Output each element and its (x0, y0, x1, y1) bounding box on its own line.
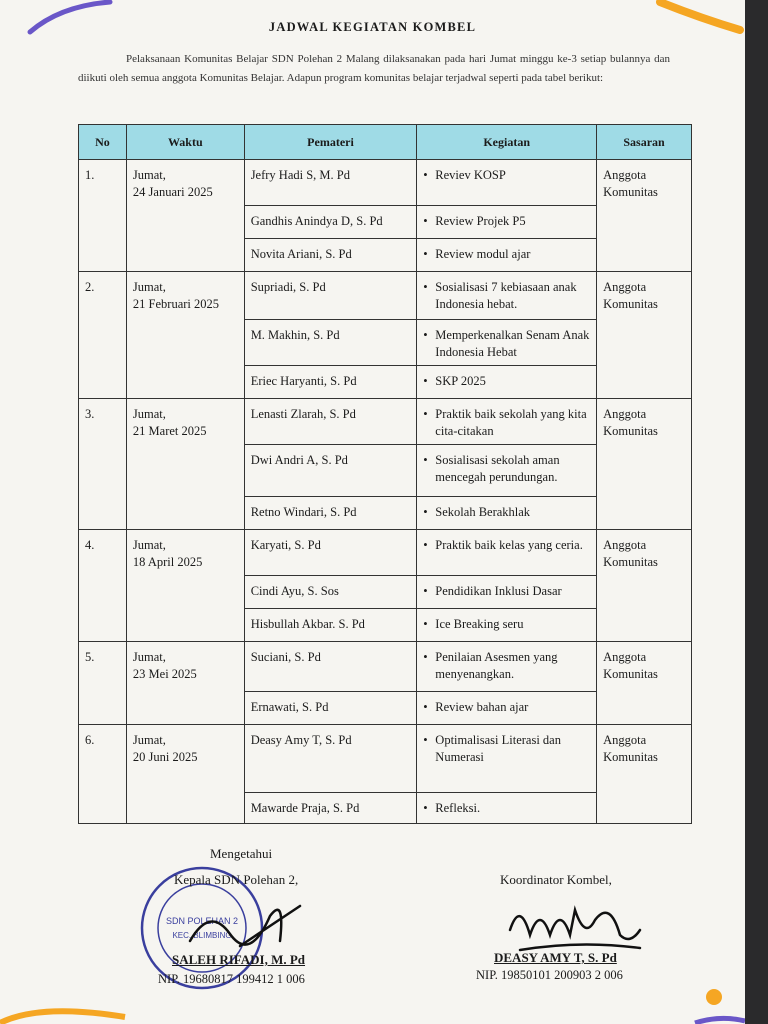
header-pemateri: Pemateri (244, 125, 417, 160)
row-presenter: M. Makhin, S. Pd (244, 320, 417, 366)
row-activity: • Sosialisasi 7 kebiasaan anak Indonesia hebat. (417, 272, 597, 320)
intro-paragraph: Pelaksanaan Komunitas Belajar SDN Polehan 2 Malang dilaksanakan pada hari Jumat minggu ke-3 setiap bulannya dan diikuti oleh semua anggota Komunitas Belajar. Adapun program komunitas belajar terjadwal seperti pada tabel berikut: (78, 53, 670, 84)
row-number: 6. (79, 725, 127, 824)
decor-dots-bottom-right (690, 975, 745, 1024)
table-row (79, 160, 692, 206)
principal-handwritten-signature (180, 886, 310, 956)
row-activity: • Memperkenalkan Senam Anak Indonesia Hebat (417, 320, 597, 366)
row-activity: • Pendidikan Inklusi Dasar (417, 576, 597, 609)
header-sasaran: Sasaran (597, 125, 692, 160)
row-activity: • Optimalisasi Literasi dan Numerasi (417, 725, 597, 793)
row-date: Jumat, 20 Juni 2025 (126, 725, 244, 824)
svg-text:KEC. BLIMBING: KEC. BLIMBING (172, 931, 232, 940)
coordinator-nip: NIP. 19850101 200903 2 006 (476, 968, 623, 982)
row-target: Anggota Komunitas (597, 399, 692, 530)
document-title: JADWAL KEGIATAN KOMBEL (268, 20, 477, 34)
row-presenter: Ernawati, S. Pd (244, 692, 417, 725)
row-activity: • Review Projek P5 (417, 206, 597, 239)
row-presenter: Cindi Ayu, S. Sos (244, 576, 417, 609)
row-presenter: Mawarde Praja, S. Pd (244, 793, 417, 824)
principal-name: SALEH RIFADI, M. Pd (172, 952, 306, 967)
row-date: Jumat, 18 April 2025 (126, 530, 244, 642)
table-body (79, 160, 692, 824)
row-date: Jumat, 21 Februari 2025 (126, 272, 244, 399)
row-target: Anggota Komunitas (597, 725, 692, 824)
row-date: Jumat, 24 Januari 2025 (126, 160, 244, 272)
row-activity: • Review bahan ajar (417, 692, 597, 725)
row-activity: • Praktik baik sekolah yang kita cita-citakan (417, 399, 597, 445)
coordinator-name: DEASY AMY T, S. Pd (494, 950, 617, 965)
row-presenter: Eriec Haryanti, S. Pd (244, 366, 417, 399)
row-date: Jumat, 21 Maret 2025 (126, 399, 244, 530)
row-presenter: Suciani, S. Pd (244, 642, 417, 692)
table-row (79, 642, 692, 692)
svg-text:SDN POLEHAN 2: SDN POLEHAN 2 (165, 916, 239, 926)
header-waktu: Waktu (126, 125, 244, 160)
row-number: 3. (79, 399, 127, 530)
table-row (79, 725, 692, 793)
table-row (79, 272, 692, 320)
header-kegiatan: Kegiatan (417, 125, 597, 160)
row-presenter: Karyati, S. Pd (244, 530, 417, 576)
row-presenter: Supriadi, S. Pd (244, 272, 417, 320)
row-presenter: Deasy Amy T, S. Pd (244, 725, 417, 793)
row-presenter: Gandhis Anindya D, S. Pd (244, 206, 417, 239)
principal-position: Kepala SDN Polehan 2, (174, 872, 299, 887)
row-activity: • Praktik baik kelas yang ceria. (417, 530, 597, 576)
row-target: Anggota Komunitas (597, 160, 692, 272)
header-no: No (79, 125, 127, 160)
page-edge-shadow (745, 0, 768, 1024)
row-presenter: Hisbullah Akbar. S. Pd (244, 609, 417, 642)
row-presenter: Retno Windari, S. Pd (244, 497, 417, 530)
row-activity: • Ice Breaking seru (417, 609, 597, 642)
schedule-table (78, 124, 692, 824)
row-presenter: Dwi Andri A, S. Pd (244, 445, 417, 497)
row-activity: • Sosialisasi sekolah aman mencegah perundungan. (417, 445, 597, 497)
table-row (79, 399, 692, 445)
row-presenter: Lenasti Zlarah, S. Pd (244, 399, 417, 445)
table-row (79, 530, 692, 576)
row-activity: • Refleksi. (417, 793, 597, 824)
row-presenter: Novita Ariani, S. Pd (244, 239, 417, 272)
row-number: 5. (79, 642, 127, 725)
principal-nip: NIP. 19680817 199412 1 006 (158, 972, 305, 986)
coordinator-position: Koordinator Kombel, (500, 872, 612, 887)
row-date: Jumat, 23 Mei 2025 (126, 642, 244, 725)
acknowledge-label: Mengetahui (210, 846, 273, 861)
row-number: 2. (79, 272, 127, 399)
table-header-row (79, 125, 692, 160)
row-activity: • Penilaian Asesmen yang menyenangkan. (417, 642, 597, 692)
row-presenter: Jefry Hadi S, M. Pd (244, 160, 417, 206)
row-activity: • Review modul ajar (417, 239, 597, 272)
decor-swoosh-bottom-left (0, 995, 130, 1024)
row-number: 1. (79, 160, 127, 272)
row-activity: • Reviev KOSP (417, 160, 597, 206)
row-target: Anggota Komunitas (597, 530, 692, 642)
row-number: 4. (79, 530, 127, 642)
row-target: Anggota Komunitas (597, 642, 692, 725)
row-activity: • SKP 2025 (417, 366, 597, 399)
row-target: Anggota Komunitas (597, 272, 692, 399)
row-activity: • Sekolah Berakhlak (417, 497, 597, 530)
